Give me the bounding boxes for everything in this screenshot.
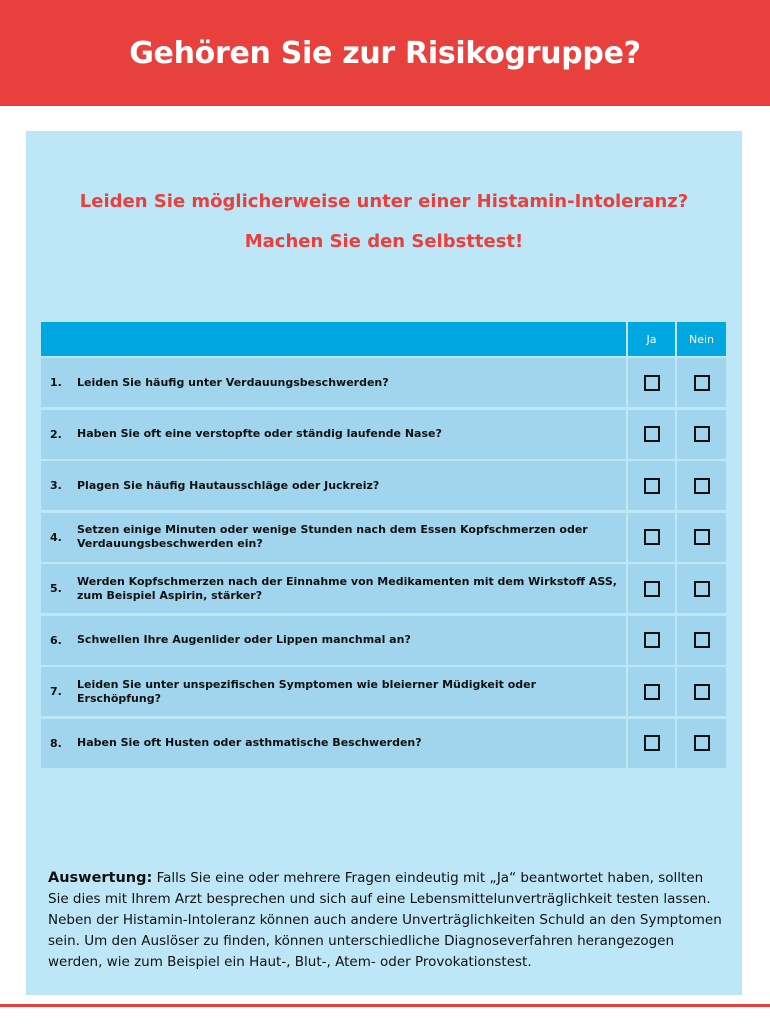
question-text: Haben Sie oft Husten oder asthmatische Beschwerden?	[77, 736, 422, 749]
table-row	[41, 513, 726, 562]
yes-cell	[628, 461, 675, 510]
no-cell	[677, 719, 726, 768]
yes-checkbox[interactable]	[644, 581, 660, 597]
evaluation-text	[48, 868, 728, 973]
bottom-divider	[0, 1004, 770, 1007]
intro-question: Leiden Sie möglicherweise unter einer Histamin-Intoleranz?	[79, 191, 689, 212]
no-cell	[677, 513, 726, 562]
no-checkbox[interactable]	[694, 632, 710, 648]
yes-checkbox[interactable]	[644, 478, 660, 494]
no-checkbox[interactable]	[694, 478, 710, 494]
yes-checkbox[interactable]	[644, 375, 660, 391]
table-row	[41, 616, 726, 665]
page-title: Gehören Sie zur Risikogruppe?	[129, 35, 641, 71]
no-cell	[677, 461, 726, 510]
header-yes: Ja	[628, 322, 675, 356]
evaluation-body: Falls Sie eine oder mehrere Fragen eindeutig mit „Ja“ beantwortet haben, sollten Sie dies mit Ihrem Arzt besprechen und sich auf eine Lebensmittelunverträglichkeit testen lassen. Neben der Histamin-Intoleranz können auch andere Unverträglichkeiten Schuld an den Symptomen sein. Um den Auslöser zu finden, können unterschiedliche Diagnoseverfahren herangezogen werden, wie zum Beispiel ein Haut-, Blut-, Atem- oder Provokationstest.	[48, 870, 722, 970]
table-row	[41, 410, 726, 459]
header-question-cell	[41, 322, 626, 356]
question-text: Leiden Sie häufig unter Verdauungsbeschwerden?	[77, 375, 389, 389]
no-checkbox[interactable]	[694, 735, 710, 751]
no-cell	[677, 616, 726, 665]
no-checkbox[interactable]	[694, 581, 710, 597]
table-row	[41, 719, 726, 768]
no-cell	[677, 358, 726, 407]
question-number: 7.	[50, 685, 62, 698]
no-checkbox[interactable]	[694, 426, 710, 442]
yes-cell	[628, 410, 675, 459]
question-cell	[41, 410, 626, 459]
question-cell	[41, 564, 626, 613]
question-cell	[41, 616, 626, 665]
intro-call-to-action: Machen Sie den Selbsttest!	[244, 231, 524, 252]
question-number: 5.	[50, 582, 62, 595]
no-checkbox[interactable]	[694, 684, 710, 700]
table-row	[41, 667, 726, 716]
question-number: 3.	[50, 479, 62, 492]
question-text: Setzen einige Minuten oder wenige Stunden nach dem Essen Kopfschmerzen oder Verdauungsbeschwerden ein?	[77, 523, 588, 550]
yes-checkbox[interactable]	[644, 529, 660, 545]
yes-checkbox[interactable]	[644, 684, 660, 700]
question-number: 2.	[50, 427, 62, 441]
question-number: 4.	[50, 530, 62, 544]
yes-cell	[628, 719, 675, 768]
question-cell	[41, 461, 626, 510]
no-checkbox[interactable]	[694, 529, 710, 545]
question-text: Schwellen Ihre Augenlider oder Lippen manchmal an?	[77, 633, 411, 646]
no-cell	[677, 667, 726, 716]
self-test-panel	[26, 131, 742, 995]
question-cell	[41, 667, 626, 716]
yes-cell	[628, 616, 675, 665]
table-header	[41, 322, 726, 356]
yes-checkbox[interactable]	[644, 735, 660, 751]
yes-checkbox[interactable]	[644, 426, 660, 442]
yes-cell	[628, 513, 675, 562]
no-cell	[677, 410, 726, 459]
question-cell	[41, 513, 626, 562]
question-number: 8.	[50, 736, 62, 750]
question-text: Plagen Sie häufig Hautausschläge oder Juckreiz?	[77, 478, 380, 492]
question-table	[41, 322, 726, 770]
yes-cell	[628, 667, 675, 716]
page-header	[0, 0, 770, 106]
question-text: Werden Kopfschmerzen nach der Einnahme von Medikamenten mit dem Wirkstoff ASS, zum Beispiel Aspirin, stärker?	[77, 574, 617, 602]
question-cell	[41, 358, 626, 407]
question-cell	[41, 719, 626, 768]
yes-checkbox[interactable]	[644, 632, 660, 648]
table-row	[41, 564, 726, 613]
question-text: Leiden Sie unter unspezifischen Symptomen wie bleierner Müdigkeit oder Erschöpfung?	[77, 677, 537, 705]
table-row	[41, 358, 726, 407]
question-number: 1.	[50, 376, 62, 389]
table-row	[41, 461, 726, 510]
question-number: 6.	[50, 633, 62, 647]
no-checkbox[interactable]	[694, 375, 710, 391]
yes-cell	[628, 358, 675, 407]
question-text: Haben Sie oft eine verstopfte oder ständig laufende Nase?	[77, 427, 442, 440]
evaluation-label: Auswertung:	[48, 870, 153, 886]
yes-cell	[628, 564, 675, 613]
header-no: Nein	[677, 322, 726, 356]
no-cell	[677, 564, 726, 613]
